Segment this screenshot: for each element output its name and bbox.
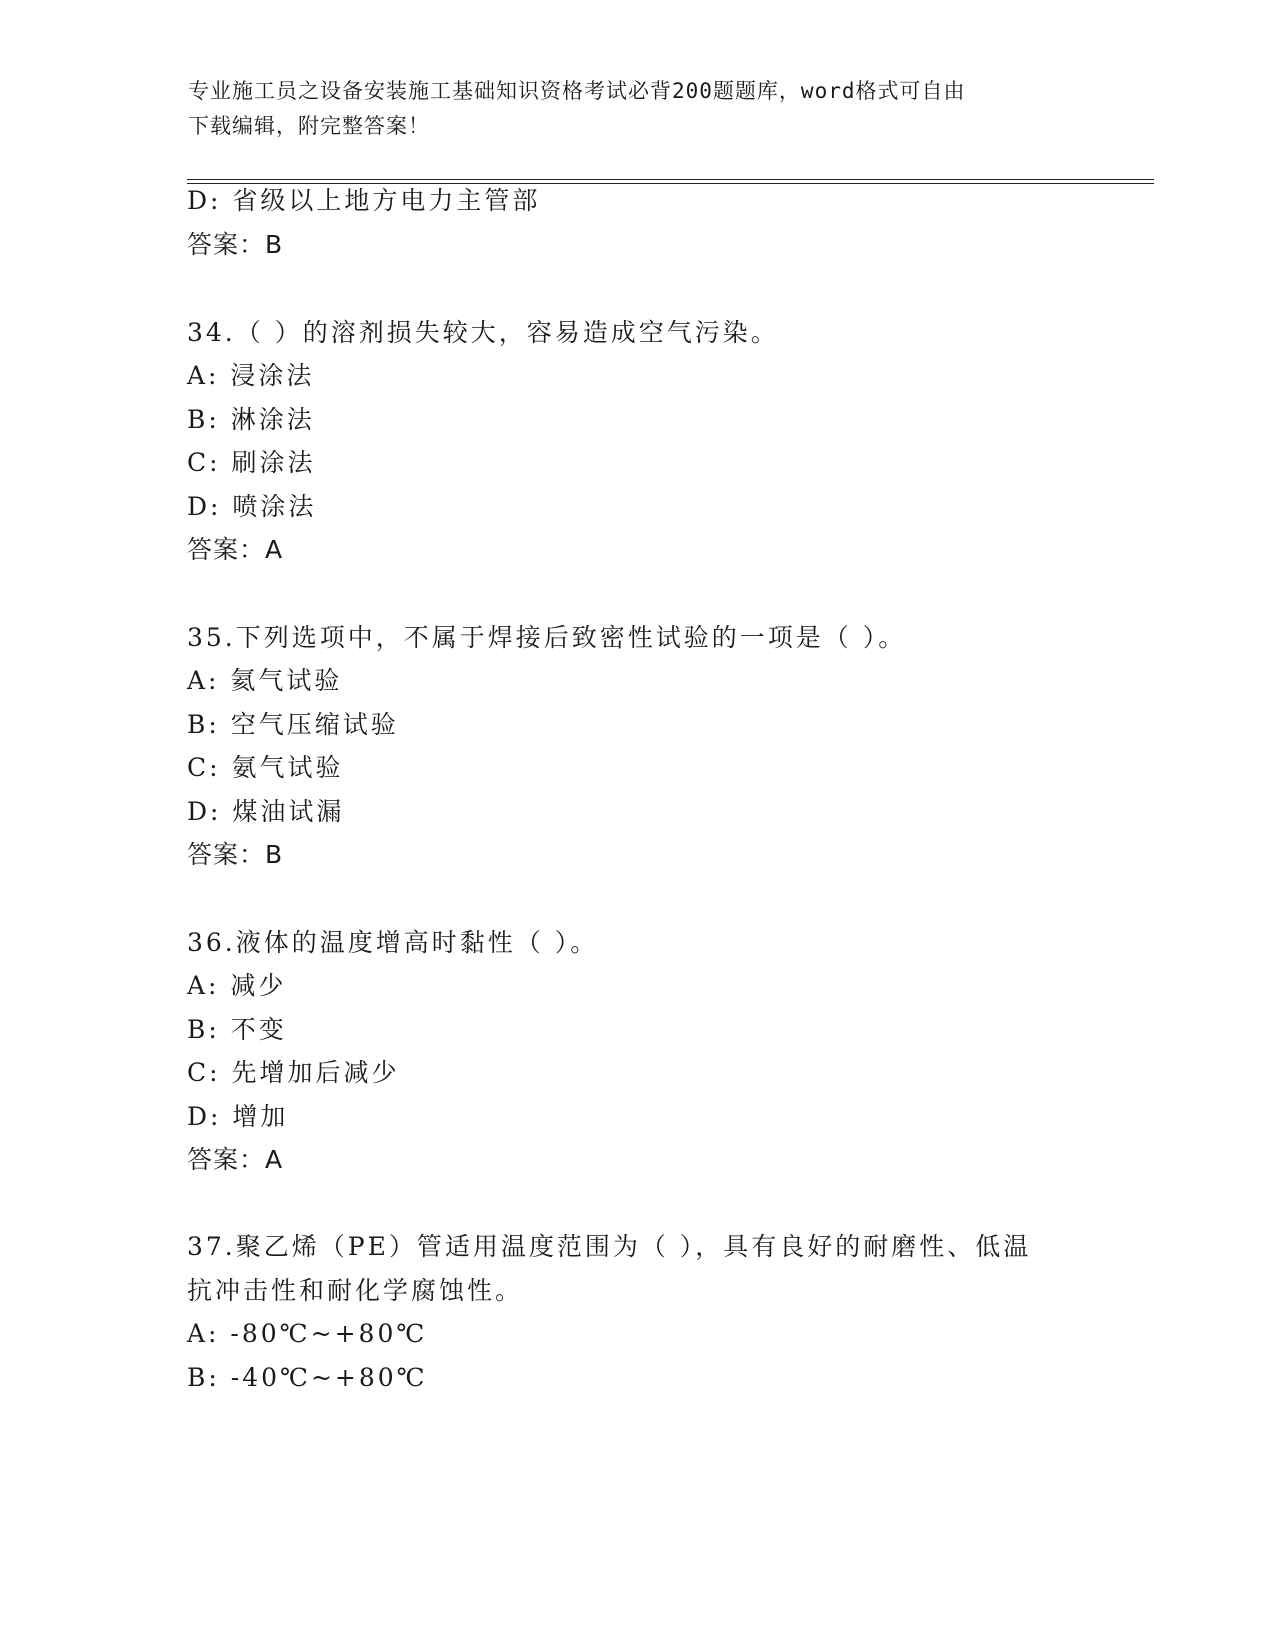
option-line: B: 淋涂法 — [187, 405, 315, 434]
option-line: C: 先增加后减少 — [187, 1058, 400, 1087]
header-line-2: 下载编辑，附完整答案！ — [188, 114, 430, 138]
option-line: B: 空气压缩试验 — [187, 710, 399, 739]
answer-line: 答案：B — [187, 230, 284, 259]
header-line-1: 专业施工员之设备安装施工基础知识资格考试必背200题题库，word格式可自由 — [188, 79, 966, 103]
option-line: A: -80℃~+80℃ — [187, 1319, 428, 1348]
option-line: A: 氦气试验 — [187, 666, 343, 695]
document-header — [188, 74, 1068, 144]
question-line: 37.聚乙烯（PE）管适用温度范围为（ ），具有良好的耐磨性、低温 — [187, 1232, 1032, 1261]
option-line: D: 省级以上地方电力主管部 — [187, 186, 541, 215]
question-line: 36.液体的温度增高时黏性（ ）。 — [187, 928, 599, 957]
option-line: B: -40℃~+80℃ — [187, 1363, 428, 1392]
question-line: 抗冲击性和耐化学腐蚀性。 — [187, 1276, 524, 1305]
question-line: 34.（ ）的溶剂损失较大，容易造成空气污染。 — [187, 318, 779, 347]
option-line: D: 煤油试漏 — [187, 797, 345, 826]
option-line: D: 增加 — [187, 1102, 289, 1131]
answer-line: 答案：B — [187, 840, 284, 869]
option-line: B: 不变 — [187, 1015, 287, 1044]
answer-line: 答案：A — [187, 535, 284, 564]
option-line: C: 氨气试验 — [187, 753, 344, 782]
option-line: A: 减少 — [187, 971, 287, 1000]
option-line: D: 喷涂法 — [187, 492, 317, 521]
option-line: A: 浸涂法 — [187, 361, 315, 390]
header-divider-bottom — [187, 183, 1154, 184]
option-line: C: 刷涂法 — [187, 448, 316, 477]
question-line: 35.下列选项中，不属于焊接后致密性试验的一项是（ ）。 — [187, 623, 907, 652]
answer-line: 答案：A — [187, 1145, 284, 1174]
header-divider-top — [187, 179, 1154, 180]
